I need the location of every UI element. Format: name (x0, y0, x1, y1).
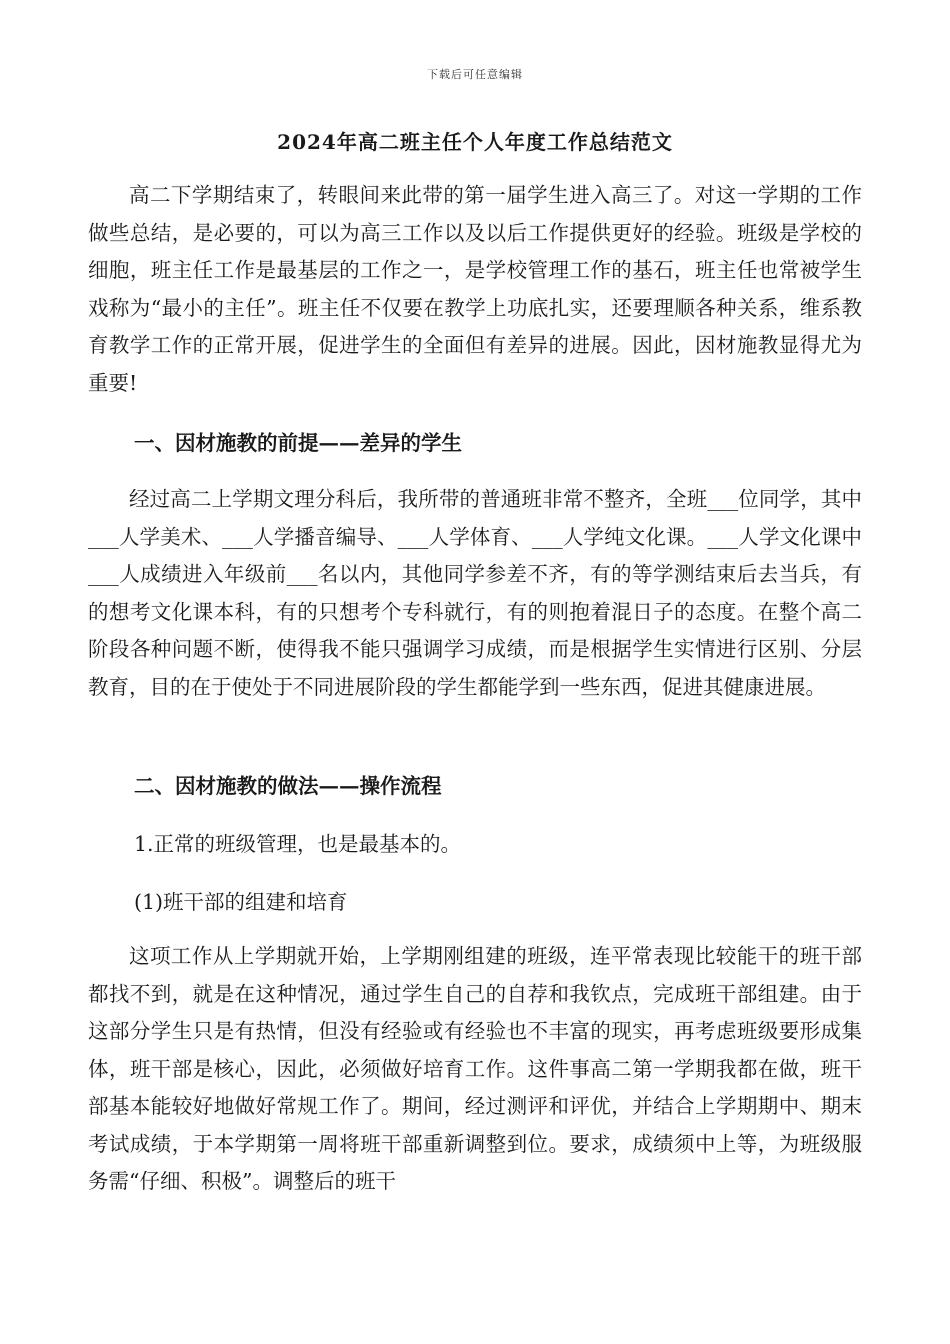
section-1-heading: 一、因材施教的前提——差异的学生 (134, 431, 462, 455)
section-2-body-block (88, 938, 862, 1201)
section-1-paragraph: 经过高二上学期文理分科后，我所带的普通班非常不整齐，全班___位同学，其中___人学美术、___人学播音编导、___人学体育、___人学纯文化课。___人学文化课中___人成绩进入年级前___名以内，其他同学参差不齐，有的等学测结束后去当兵，有的想考文化课本科，有的只想考个专科就行，有的则抱着混日子的态度。在整个高二阶段各种问题不断，使得我不能只强调学习成绩，而是根据学生实情进行区别、分层教育，目的在于使处于不同进展阶段的学生都能学到一些东西，促进其健康进展。 (88, 487, 862, 699)
section-2-paragraph: 这项工作从上学期就开始，上学期刚组建的班级，连平常表现比较能干的班干部都找不到，就是在这种情况，通过学生自己的自荐和我钦点，完成班干部组建。由于这部分学生只是有热情，但没有经验或有经验也不丰富的现实，再考虑班级要形成集体，班干部是核心，因此，必须做好培育工作。这件事高二第一学期我都在做，班干部基本能较好地做好常规工作了。期间，经过测评和评优，并结合上学期期中、期末考试成绩，于本学期第一周将班干部重新调整到位。要求，成绩须中上等，为班级服务需“仔细、积极”。调整后的班干 (88, 944, 862, 1193)
sub-item-1: (1)班干部的组建和培育 (134, 890, 348, 914)
section-2-heading: 二、因材施教的做法——操作流程 (134, 774, 442, 798)
intro-paragraph: 高二下学期结束了，转眼间来此带的第一届学生进入高三了。对这一学期的工作做些总结，是必要的，可以为高三工作以及以后工作提供更好的经验。班级是学校的细胞，班主任工作是最基层的工作之一，是学校管理工作的基石，班主任也常被学生戏称为“最小的主任”。班主任不仅要在教学上功底扎实，还要理顺各种关系，维系教育教学工作的正常开展，促进学生的全面但有差异的进展。因此，因材施教显得尤为重要! (88, 183, 862, 395)
document-title: 2024年高二班主任个人年度工作总结范文 (277, 130, 673, 154)
section-1-body-block (88, 481, 862, 706)
header-note: 下载后可任意编辑 (427, 68, 523, 81)
intro-paragraph-block (88, 177, 862, 402)
list-item-1: 1.正常的班级管理，也是最基本的。 (134, 832, 462, 856)
